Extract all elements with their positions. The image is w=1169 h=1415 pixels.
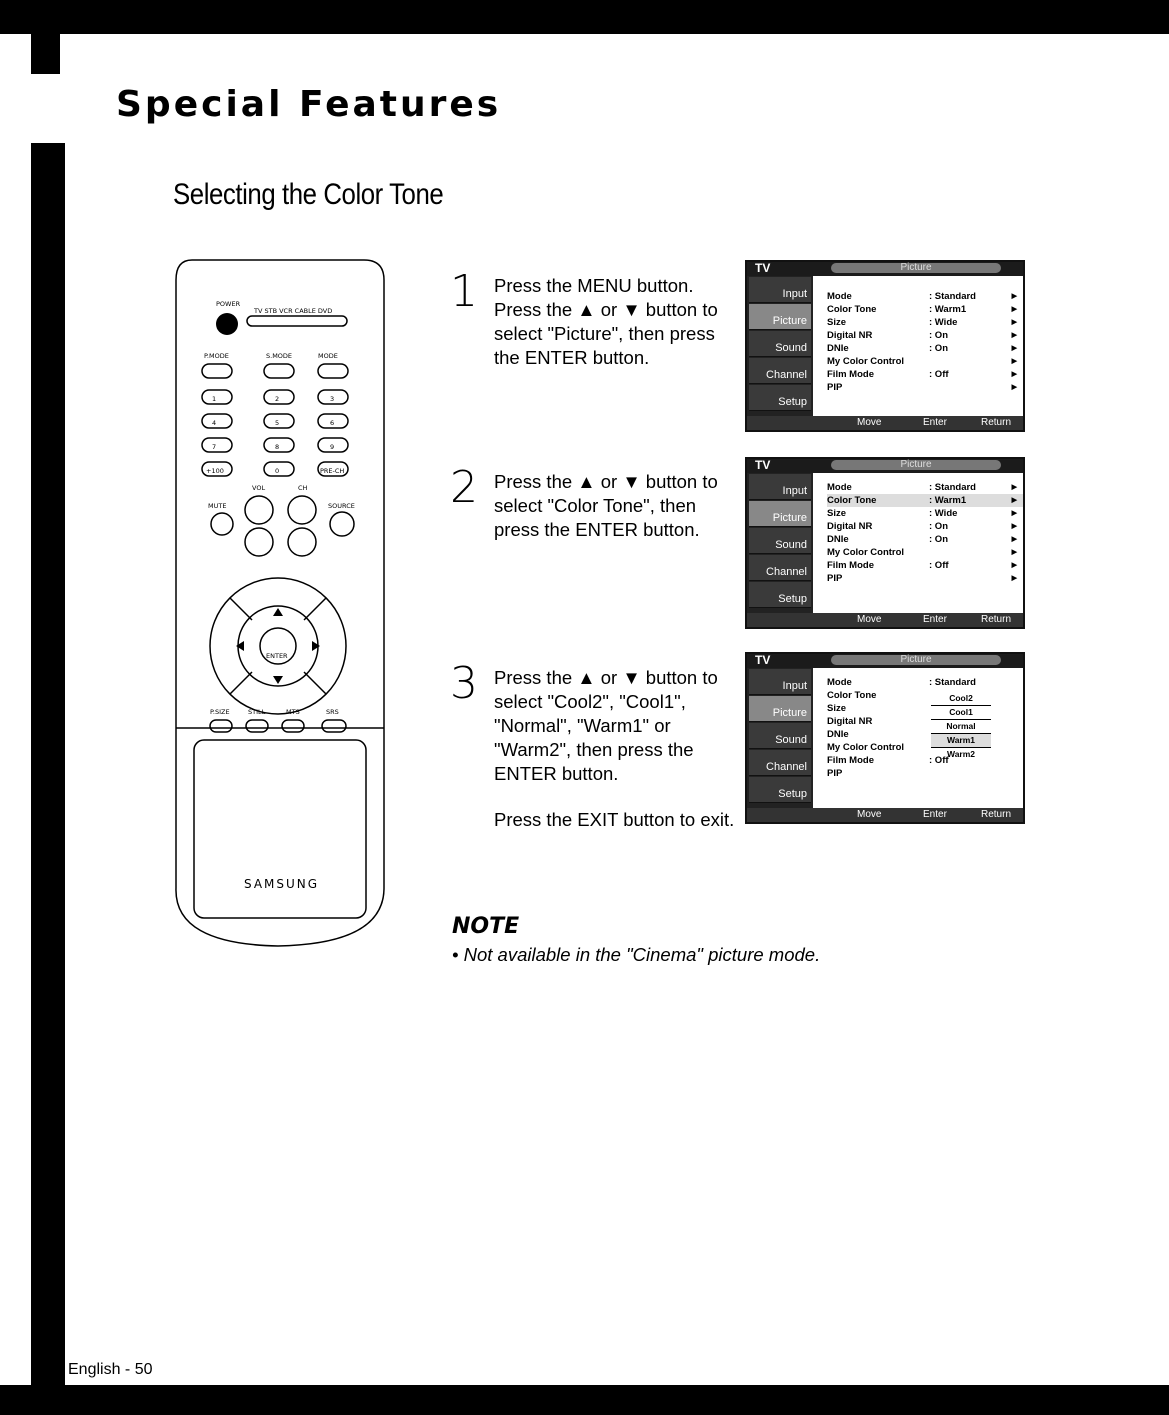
step-number: 3 bbox=[450, 658, 478, 709]
osd-color-tone-selected bbox=[745, 457, 1025, 629]
remote-enter-label: ENTER bbox=[266, 652, 288, 660]
step-text: Press the ▲ or ▼ button to select "Color Tone", then press the ENTER button. bbox=[494, 471, 718, 540]
osd-footer: Move Enter Return bbox=[747, 808, 1023, 822]
osd-title: Picture bbox=[831, 263, 1001, 273]
remote-key-2: 2 bbox=[275, 395, 280, 403]
note-text: • Not available in the "Cinema" picture mode. bbox=[452, 944, 821, 965]
osd-tab-picture: Picture bbox=[749, 304, 811, 330]
remote-modes-label: TV STB VCR CABLE DVD bbox=[254, 307, 333, 315]
osd-row-mode: Mode : Standard ▶ bbox=[827, 291, 1017, 302]
step-text: Press the ▲ or ▼ button to select "Cool2", "Cool1", "Normal", "Warm1" or "Warm2", then press the ENTER button. Press the EXIT button to exit. bbox=[494, 666, 744, 832]
remote-key-4: 4 bbox=[212, 419, 217, 427]
osd-sidebar: Input Picture Sound Channel Setup bbox=[747, 473, 813, 613]
remote-key-1: 1 bbox=[212, 395, 217, 403]
remote-still-label: STILL bbox=[248, 708, 266, 716]
osd-row-color-tone: Color Tone : Warm1 ▶ bbox=[827, 304, 1017, 315]
remote-key-prech: PRE-CH bbox=[320, 467, 345, 475]
osd-tab-setup: Setup bbox=[749, 385, 811, 411]
osd-menu-list: Mode : Standard ▶ Color Tone : Warm1 ▶ Size : Wide ▶ Digital NR : On ▶ DNIe : On ▶ My Color Control ▶ Film Mode : Off ▶ PIP ▶ bbox=[827, 481, 1023, 585]
tone-option-cool2: Cool2 bbox=[931, 692, 991, 706]
step-text: Press the MENU button. Press the ▲ or ▼ button to select "Picture", then press the ENTER button. bbox=[494, 275, 718, 368]
remote-key-100: +100 bbox=[206, 467, 224, 475]
remote-control-illustration bbox=[172, 258, 392, 950]
step-number: 2 bbox=[450, 462, 478, 513]
osd-header: TV Picture bbox=[747, 654, 1023, 668]
remote-psize-label: P.SIZE bbox=[210, 708, 230, 716]
left-tab-foot bbox=[31, 1360, 65, 1386]
osd-tab-input: Input bbox=[749, 277, 811, 303]
page-footer: English - 50 bbox=[68, 1361, 153, 1378]
osd-tab-sound: Sound bbox=[749, 331, 811, 357]
osd-row-size: Size : Wide ▶ bbox=[827, 317, 1017, 328]
step-number: 1 bbox=[450, 266, 478, 317]
tone-option-warm2: Warm2 bbox=[946, 749, 976, 759]
remote-pmode-label: P.MODE bbox=[204, 352, 229, 360]
tone-option-cool1: Cool1 bbox=[931, 706, 991, 720]
exit-instruction: Press the EXIT button to exit. bbox=[494, 809, 735, 830]
remote-key-6: 6 bbox=[330, 419, 335, 427]
osd-tv-label: TV bbox=[755, 261, 771, 275]
remote-key-9: 9 bbox=[330, 443, 335, 451]
tone-option-normal: Normal bbox=[931, 720, 991, 734]
remote-power-label: POWER bbox=[216, 300, 241, 308]
note-heading: NOTE bbox=[452, 914, 520, 939]
remote-key-0: 0 bbox=[275, 467, 280, 475]
bottom-bar bbox=[0, 1385, 1169, 1415]
osd-footer: Move Enter Return bbox=[747, 613, 1023, 627]
tone-option-warm1: Warm1 bbox=[931, 734, 991, 748]
remote-key-8: 8 bbox=[275, 443, 280, 451]
remote-srs-label: SRS bbox=[326, 708, 339, 716]
remote-key-5: 5 bbox=[275, 419, 280, 427]
osd-header: TV Picture bbox=[747, 459, 1023, 473]
top-bar bbox=[0, 0, 1169, 34]
left-tab-top bbox=[31, 0, 60, 74]
remote-mode-label: MODE bbox=[318, 352, 338, 360]
left-tab-main bbox=[31, 143, 65, 1365]
remote-mute-label: MUTE bbox=[208, 502, 227, 510]
osd-row-my-color-control: My Color Control ▶ bbox=[827, 356, 1017, 367]
osd-sidebar: Input Picture Sound Channel Setup bbox=[747, 668, 813, 808]
osd-header bbox=[747, 262, 1023, 276]
remote-key-7: 7 bbox=[212, 443, 217, 451]
remote-brand-logo: SAMSUNG bbox=[244, 877, 320, 891]
section-title: Special Features bbox=[116, 84, 502, 125]
page-title: Selecting the Color Tone bbox=[173, 178, 444, 211]
osd-picture-menu bbox=[745, 260, 1025, 432]
remote-mts-label: MTS bbox=[286, 708, 300, 716]
osd-row-dnie: DNIe : On ▶ bbox=[827, 343, 1017, 354]
remote-source-label: SOURCE bbox=[328, 502, 355, 510]
osd-tab-channel: Channel bbox=[749, 358, 811, 384]
remote-smode-label: S.MODE bbox=[266, 352, 293, 360]
remote-key-3: 3 bbox=[330, 395, 335, 403]
osd-footer: Move Enter Return bbox=[747, 416, 1023, 430]
osd-row-digital-nr: Digital NR : On ▶ bbox=[827, 330, 1017, 341]
osd-row-pip: PIP ▶ bbox=[827, 382, 1017, 393]
osd-color-tone-options bbox=[745, 652, 1025, 824]
tone-options-list bbox=[931, 692, 991, 761]
remote-ch-label: CH bbox=[298, 484, 308, 492]
osd-menu-list bbox=[827, 290, 1023, 394]
remote-vol-label: VOL bbox=[252, 484, 266, 492]
osd-sidebar bbox=[747, 276, 813, 416]
osd-row-film-mode: Film Mode : Off ▶ bbox=[827, 369, 1017, 380]
osd-menu-list: Mode : Standard Color Tone Size Digital NR DNIe My Color Control Film Mode : Off PIP bbox=[827, 677, 976, 779]
